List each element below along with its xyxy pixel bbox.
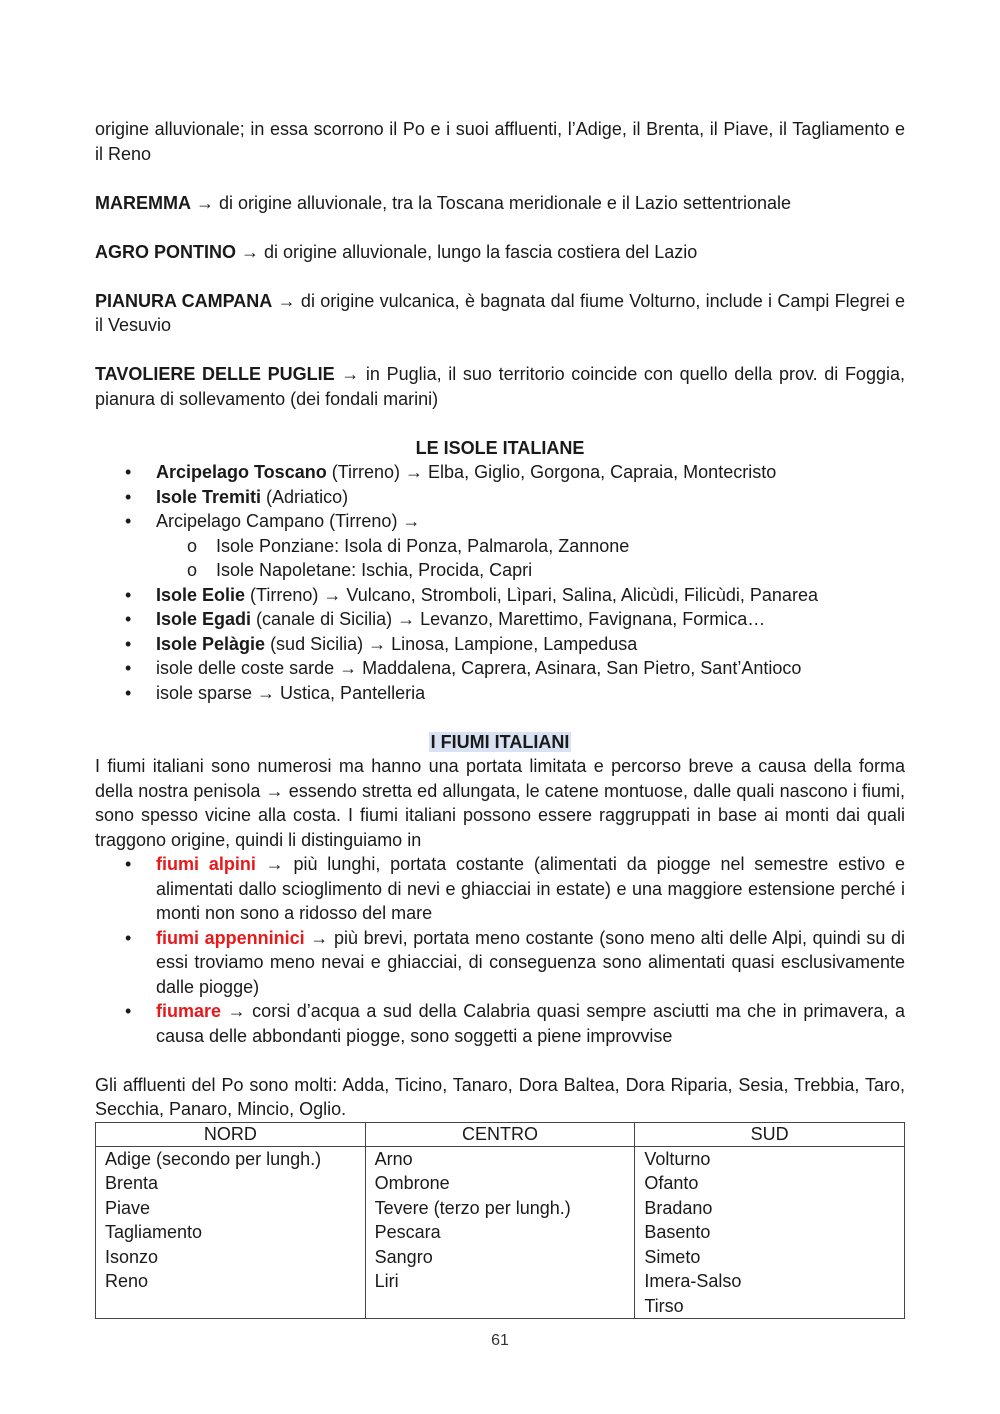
rivers-heading (95, 730, 905, 755)
river-type-name: fiumi alpini (156, 854, 256, 874)
plain-maremma (95, 191, 905, 216)
rivers-intro: I fiumi italiani sono numerosi ma hanno una portata limitata e percorso breve a causa della forma della nostra penisola → essendo stretta ed allungata, le catene montuose, dalle quali nascono i fiumi, sono spesso vicine alla costa. I fiumi italiani possono essere raggruppati in base ai monti dai quali traggono origine, quindi li distinguiamo in (95, 756, 905, 850)
sub-list-item: o Isole Ponziane: Isola di Ponza, Palmarola, Zannone (95, 534, 905, 559)
plain-description: → in Puglia, il suo territorio coincide con quello della prov. di Foggia, pianura di sollevamento (dei fondali marini) (95, 364, 905, 409)
bullet-icon: • (125, 658, 132, 678)
column-header: NORD (96, 1122, 366, 1146)
list-item: • fiumare → corsi d’acqua a sud della Calabria quasi sempre asciutti ma che in primavera, a causa delle abbondanti piogge, sono soggetti a piene improvvise (125, 1001, 905, 1046)
sub-list (156, 534, 905, 583)
bullet-icon: • (125, 927, 132, 948)
bullet-icon: • (125, 854, 132, 874)
column-header: SUD (635, 1122, 905, 1146)
table-header-row (96, 1122, 905, 1146)
river-type-name: fiumare (156, 1001, 222, 1021)
page-number: 61 (491, 1332, 509, 1349)
po-tributaries: Gli affluenti del Po sono molti: Adda, Ticino, Tanaro, Dora Baltea, Dora Riparia, Sesia, Trebbia, Taro, Secchia, Panaro, Mincio, Oglio. (95, 1074, 905, 1119)
bullet-icon: • (125, 633, 132, 654)
list-item: • isole delle coste sarde → Maddalena, Caprera, Asinara, San Pietro, Sant’Antioco (95, 656, 905, 681)
circle-bullet-icon: o (187, 560, 198, 580)
list-item: • Isole Egadi (canale di Sicilia) → Levanzo, Marettimo, Favignana, Formica… (95, 607, 905, 632)
list-item: • Isole Eolie (Tirreno) → Vulcano, Stromboli, Lìpari, Salina, Alicùdi, Filicùdi, Panarea (95, 583, 905, 608)
bullet-icon: • (125, 609, 132, 629)
plain-pianura-campana (95, 289, 905, 338)
circle-bullet-icon: o (187, 535, 198, 556)
bullet-icon: • (125, 511, 132, 531)
rivers-table (95, 1122, 905, 1320)
plain-description: → di origine vulcanica, è bagnata dal fiume Volturno, include i Campi Flegrei e il Vesuvio (95, 290, 905, 335)
table-cell-nord: Adige (secondo per lungh.) Brenta Piave Tagliamento Isonzo Reno (96, 1146, 366, 1319)
river-type-name: fiumi appenninici (156, 927, 305, 948)
list-item: • fiumi appenninici → più brevi, portata meno costante (sono meno alti delle Alpi, quindi su di essi troviamo meno nevai e ghiacciai, di conseguenza sono alimentati quasi esclusivamente dalle piogge) (125, 927, 905, 997)
list-item: • isole sparse → Ustica, Pantelleria (95, 681, 905, 706)
bullet-icon: • (125, 584, 132, 605)
document-page (95, 117, 905, 1319)
highlighted-heading: I FIUMI ITALIANI (430, 731, 570, 752)
plain-name: MAREMMA (95, 192, 191, 213)
table-row (96, 1146, 905, 1319)
sub-list-item: o Isole Napoletane: Ischia, Procida, Capri (95, 558, 905, 583)
river-types-list (95, 852, 905, 1048)
plain-description: → di origine alluvionale, tra la Toscana meridionale e il Lazio settentrionale (191, 192, 792, 213)
plain-name: PIANURA CAMPANA (95, 290, 273, 311)
plain-tavoliere (95, 362, 905, 411)
bullet-icon: • (125, 486, 132, 507)
list-item: • Arcipelago Campano (Tirreno) → o Isole Ponziane: Isola di Ponza, Palmarola, Zannone o Isole Napoletane: Ischia, Procida, Capri (95, 509, 905, 583)
plain-description: → di origine alluvionale, lungo la fascia costiera del Lazio (236, 241, 698, 262)
islands-list (95, 460, 905, 705)
bullet-icon: • (125, 462, 132, 482)
bullet-icon: • (125, 682, 132, 703)
table-cell-sud: Volturno Ofanto Bradano Basento Simeto Imera-Salso Tirso (635, 1146, 905, 1319)
intro-paragraph: origine alluvionale; in essa scorrono il Po e i suoi affluenti, l’Adige, il Brenta, il Piave, il Tagliamento e il Reno (95, 119, 905, 164)
bullet-icon: • (125, 1001, 132, 1021)
table-cell-centro: Arno Ombrone Tevere (terzo per lungh.) Pescara Sangro Liri (365, 1146, 635, 1319)
list-item: • fiumi alpini → più lunghi, portata costante (alimentati da piogge nel semestre estivo e alimentati dallo scioglimento di nevi e ghiacciai in estate) e una maggiore estensione perché i monti non sono a ridosso del mare (125, 854, 905, 923)
list-item: • Arcipelago Toscano (Tirreno) → Elba, Giglio, Gorgona, Capraia, Montecristo (95, 460, 905, 485)
plain-name: AGRO PONTINO (95, 241, 237, 262)
plain-agro-pontino (95, 240, 905, 265)
islands-heading: LE ISOLE ITALIANE (415, 437, 585, 458)
list-item: • Isole Pelàgie (sud Sicilia) → Linosa, Lampione, Lampedusa (95, 632, 905, 657)
list-item: • Isole Tremiti (Adriatico) (95, 485, 905, 510)
plain-name: TAVOLIERE DELLE PUGLIE (95, 364, 335, 384)
column-header: CENTRO (365, 1122, 635, 1146)
